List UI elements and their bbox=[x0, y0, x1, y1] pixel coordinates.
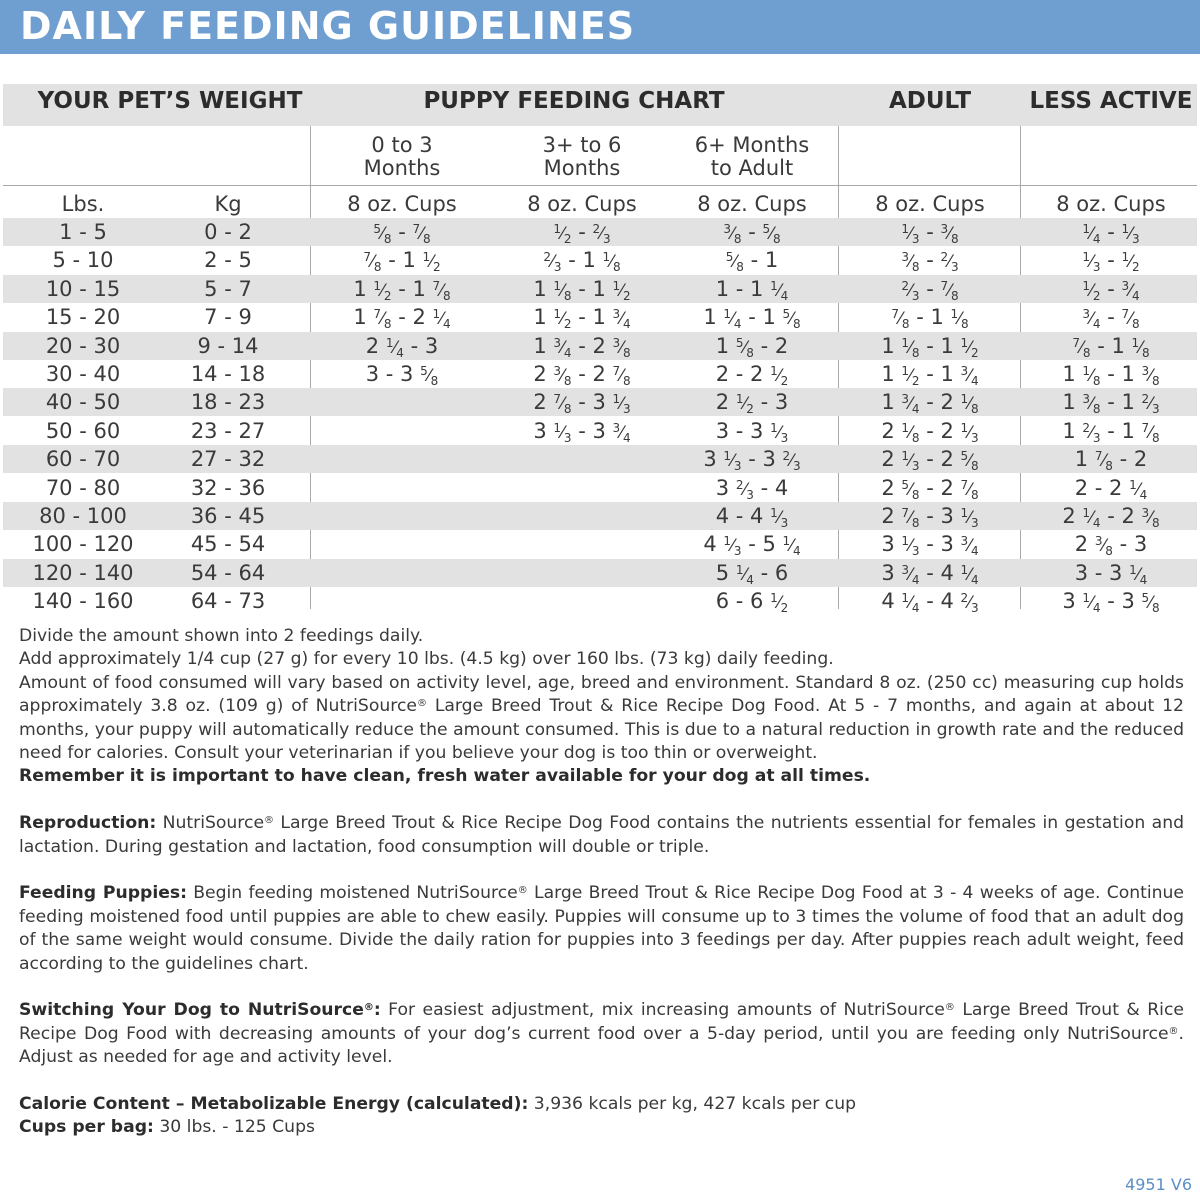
unit-cups: 8 oz. Cups bbox=[875, 192, 985, 216]
cell-puppy-3-6: 1 $^3⁄_4 - 2$ $^3⁄_8$ bbox=[533, 333, 631, 360]
cell-weight-kg: 7 - 9 bbox=[204, 305, 252, 330]
cell-weight-lbs: 100 - 120 bbox=[32, 532, 134, 557]
product-code: 4951 V6 bbox=[1125, 1175, 1192, 1194]
cell-adult: 1 $^1⁄_8 - 1$ $^1⁄_2$ bbox=[881, 333, 979, 360]
unit-cups: 8 oz. Cups bbox=[697, 192, 807, 216]
cell-less-active: $^1⁄_3$ - $^1⁄_2$ bbox=[1082, 248, 1140, 275]
cell-puppy-3-6: 2 $^7⁄_8 - 3$ $^1⁄_3$ bbox=[533, 390, 631, 417]
title-banner bbox=[0, 0, 1200, 54]
cell-adult: 2 $^1⁄_8 - 2$ $^1⁄_3$ bbox=[881, 418, 979, 445]
cell-weight-kg: 5 - 7 bbox=[204, 276, 252, 301]
cell-weight-kg: 45 - 54 bbox=[190, 532, 266, 557]
cell-weight-kg: 0 - 2 bbox=[204, 220, 252, 244]
cell-less-active: 1 $^1⁄_8 - 1$ $^3⁄_8$ bbox=[1062, 362, 1160, 388]
note-over-160: Add approximately 1/4 cup (27 g) for every 10 lbs. (4.5 kg) over 160 lbs. (73 kg) daily feeding. bbox=[19, 649, 834, 670]
cell-less-active: $^1⁄_4$ - $^1⁄_3$ bbox=[1082, 220, 1140, 246]
cell-adult: 1 $^3⁄_4 - 2$ $^1⁄_8$ bbox=[881, 390, 979, 417]
cell-less-active: 1 $^2⁄_3 - 1$ $^7⁄_8$ bbox=[1062, 418, 1160, 445]
cell-weight-lbs: 80 - 100 bbox=[39, 504, 127, 528]
cell-weight-kg: 32 - 36 bbox=[190, 475, 266, 500]
note-amount: Amount of food consumed will vary based on activity level, age, breed and environment. Standard 8 oz. (250 cc) measuring cup holds approximately 3.8 oz. (109 g) of NutriSource® Large Breed Trout & Rice Recipe Dog Food. At 5 - 7 months, and again at about 12 months, your puppy will automatically reduce the amount consumed. This is due to a natural reduction in growth rate and the reduced need for calories. Consult your veterinarian if you believe your dog is too thin or overweight. bbox=[19, 672, 1184, 764]
cell-puppy-0-3: 2 $^1⁄_4 - 3$ bbox=[365, 333, 439, 360]
cell-adult: $^3⁄_8$ - $^2⁄_3$ bbox=[901, 248, 959, 275]
cell-puppy-3-6: 1 $^1⁄_8 - 1$ $^1⁄_2$ bbox=[533, 276, 631, 303]
cell-adult: 1 $^1⁄_2 - 1$ $^3⁄_4$ bbox=[881, 362, 979, 388]
cell-adult: 3 $^1⁄_3 - 3$ $^3⁄_4$ bbox=[881, 532, 979, 559]
cell-weight-lbs: 15 - 20 bbox=[45, 305, 121, 330]
header-puppy: PUPPY FEEDING CHART bbox=[423, 88, 725, 114]
cell-weight-kg: 23 - 27 bbox=[190, 418, 266, 443]
cell-puppy-0-3: $^7⁄_8 - 1$ $^1⁄_2$ bbox=[363, 248, 441, 275]
cell-puppy-6-adult: 4 $^1⁄_3 - 5$ $^1⁄_4$ bbox=[703, 532, 801, 559]
cell-adult: 2 $^5⁄_8 - 2$ $^7⁄_8$ bbox=[881, 475, 979, 502]
page-title: DAILY FEEDING GUIDELINES bbox=[20, 4, 636, 48]
cell-adult: 3 $^3⁄_4 - 4$ $^1⁄_4$ bbox=[881, 560, 979, 587]
cell-less-active: 2 - 2 $^1⁄_4$ bbox=[1074, 475, 1148, 502]
header-rule bbox=[3, 185, 1197, 186]
notes bbox=[19, 625, 1184, 1140]
cell-weight-lbs: 20 - 30 bbox=[45, 333, 121, 358]
cell-weight-kg: 9 - 14 bbox=[197, 333, 259, 358]
note-reproduction: Reproduction: NutriSource® Large Breed Trout & Rice Recipe Dog Food contains the nutrients essential for females in gestation and lactation. During gestation and lactation, food consumption will double or triple. bbox=[19, 813, 1184, 857]
cell-weight-lbs: 70 - 80 bbox=[45, 475, 121, 500]
header-weight: YOUR PET’S WEIGHT bbox=[37, 88, 303, 114]
subheader-0-3-months: 0 to 3 Months bbox=[363, 133, 441, 180]
unit-cups: 8 oz. Cups bbox=[527, 192, 637, 216]
cell-puppy-6-adult: $^3⁄_8$ - $^5⁄_8$ bbox=[723, 220, 781, 246]
cell-less-active: 2 $^3⁄_8 - 3$ bbox=[1074, 532, 1148, 559]
cell-puppy-3-6: 2 $^3⁄_8 - 2$ $^7⁄_8$ bbox=[533, 362, 631, 388]
cell-weight-lbs: 40 - 50 bbox=[45, 390, 121, 415]
note-switching: Switching Your Dog to NutriSource®: For easiest adjustment, mix increasing amounts of NutriSource® Large Breed Trout & Rice Recipe Dog Food with decreasing amounts of your dog’s current food over a 5-day period, until you are feeding only NutriSource®. Adjust as needed for age and activity level. bbox=[19, 1000, 1184, 1068]
cell-less-active: 3 - 3 $^1⁄_4$ bbox=[1074, 560, 1148, 587]
cell-weight-kg: 2 - 5 bbox=[204, 248, 252, 273]
cell-weight-lbs: 10 - 15 bbox=[45, 276, 121, 301]
cell-less-active: $^3⁄_4$ - $^7⁄_8$ bbox=[1082, 305, 1140, 332]
note-calorie-content: Calorie Content – Metabolizable Energy (calculated): 3,936 kcals per kg, 427 kcals per cup bbox=[19, 1094, 857, 1115]
cell-puppy-0-3: 1 $^7⁄_8 - 2$ $^1⁄_4$ bbox=[353, 305, 451, 332]
cell-weight-kg: 14 - 18 bbox=[190, 362, 266, 386]
cell-puppy-6-adult: 4 - 4 $^1⁄_3$ bbox=[715, 504, 789, 530]
cell-puppy-6-adult: $^5⁄_8 - 1$ bbox=[725, 248, 779, 275]
divider-less-active bbox=[1020, 126, 1021, 609]
cell-weight-kg: 54 - 64 bbox=[190, 560, 266, 585]
cell-adult: $^7⁄_8 - 1$ $^1⁄_8$ bbox=[891, 305, 969, 332]
cell-less-active: 2 $^1⁄_4 - 2$ $^3⁄_8$ bbox=[1062, 504, 1160, 530]
unit-lbs: Lbs. bbox=[61, 192, 105, 216]
cell-puppy-6-adult: 1 - 1 $^1⁄_4$ bbox=[715, 276, 789, 303]
cell-less-active: 1 $^7⁄_8 - 2$ bbox=[1074, 447, 1148, 474]
cell-weight-kg: 27 - 32 bbox=[190, 447, 266, 472]
cell-puppy-3-6: 1 $^1⁄_2 - 1$ $^3⁄_4$ bbox=[533, 305, 631, 332]
cell-adult: $^1⁄_3$ - $^3⁄_8$ bbox=[901, 220, 959, 246]
cell-puppy-0-3: $^5⁄_8$ - $^7⁄_8$ bbox=[373, 220, 431, 246]
cell-adult: $^2⁄_3$ - $^7⁄_8$ bbox=[901, 276, 959, 303]
cell-puppy-3-6: $^1⁄_2$ - $^2⁄_3$ bbox=[553, 220, 611, 246]
cell-puppy-6-adult: 1 $^1⁄_4 - 1$ $^5⁄_8$ bbox=[703, 305, 801, 332]
cell-weight-lbs: 140 - 160 bbox=[32, 589, 134, 614]
cell-weight-lbs: 1 - 5 bbox=[59, 220, 107, 244]
cell-puppy-0-3: 1 $^1⁄_2 - 1$ $^7⁄_8$ bbox=[353, 276, 451, 303]
cell-less-active: $^7⁄_8 - 1$ $^1⁄_8$ bbox=[1072, 333, 1150, 360]
unit-kg: Kg bbox=[214, 192, 242, 216]
divider-puppy bbox=[310, 126, 311, 609]
cell-less-active: 1 $^3⁄_8 - 1$ $^2⁄_3$ bbox=[1062, 390, 1160, 417]
cell-weight-lbs: 5 - 10 bbox=[52, 248, 114, 273]
cell-puppy-0-3: 3 - 3 $^5⁄_8$ bbox=[365, 362, 439, 388]
cell-puppy-6-adult: 3 $^1⁄_3 - 3$ $^2⁄_3$ bbox=[703, 447, 801, 474]
cell-puppy-6-adult: 1 $^5⁄_8 - 2$ bbox=[715, 333, 789, 360]
cell-puppy-6-adult: 6 - 6 $^1⁄_2$ bbox=[715, 589, 789, 616]
cell-less-active: $^1⁄_2$ - $^3⁄_4$ bbox=[1082, 276, 1140, 303]
note-feedings: Divide the amount shown into 2 feedings daily. bbox=[19, 626, 424, 646]
cell-adult: 2 $^7⁄_8 - 3$ $^1⁄_3$ bbox=[881, 504, 979, 530]
note-water: Remember it is important to have clean, fresh water available for your dog at all times. bbox=[19, 766, 871, 787]
cell-puppy-6-adult: 3 $^2⁄_3 - 4$ bbox=[715, 475, 789, 502]
cell-puppy-3-6: $^2⁄_3 - 1$ $^1⁄_8$ bbox=[543, 248, 621, 275]
header-adult: ADULT bbox=[888, 88, 972, 114]
cell-weight-kg: 18 - 23 bbox=[190, 390, 266, 415]
unit-cups: 8 oz. Cups bbox=[347, 192, 457, 216]
cell-puppy-6-adult: 3 - 3 $^1⁄_3$ bbox=[715, 418, 789, 445]
cell-weight-kg: 64 - 73 bbox=[190, 589, 266, 614]
note-cups-per-bag: Cups per bag: 30 lbs. - 125 Cups bbox=[19, 1117, 315, 1138]
header-less-active: LESS ACTIVE bbox=[1029, 88, 1193, 114]
cell-weight-lbs: 50 - 60 bbox=[45, 418, 121, 443]
note-feeding-puppies: Feeding Puppies: Begin feeding moistened NutriSource® Large Breed Trout & Rice Recipe Dog Food at 3 - 4 weeks of age. Continue feeding moistened food until puppies are able to chew easily. Puppies will consume up to 3 times the volume of food that an adult dog of the same weight would consume. Divide the daily ration for puppies into 3 feedings per day. After puppies reach adult weight, feed according to the guidelines chart. bbox=[19, 883, 1184, 974]
cell-less-active: 3 $^1⁄_4 - 3$ $^5⁄_8$ bbox=[1062, 589, 1160, 616]
cell-weight-lbs: 60 - 70 bbox=[45, 447, 121, 472]
cell-weight-lbs: 30 - 40 bbox=[45, 362, 121, 386]
cell-puppy-6-adult: 2 $^1⁄_2 - 3$ bbox=[715, 390, 789, 417]
cell-puppy-6-adult: 5 $^1⁄_4 - 6$ bbox=[715, 560, 789, 587]
cell-weight-kg: 36 - 45 bbox=[190, 504, 266, 528]
cell-puppy-3-6: 3 $^1⁄_3 - 3$ $^3⁄_4$ bbox=[533, 418, 631, 445]
cell-adult: 4 $^1⁄_4 - 4$ $^2⁄_3$ bbox=[881, 589, 979, 616]
unit-cups: 8 oz. Cups bbox=[1056, 192, 1166, 216]
cell-adult: 2 $^1⁄_3 - 2$ $^5⁄_8$ bbox=[881, 447, 979, 474]
subheader-6-months-adult: 6+ Months to Adult bbox=[694, 133, 810, 180]
cell-puppy-6-adult: 2 - 2 $^1⁄_2$ bbox=[715, 362, 789, 388]
subheader-3-6-months: 3+ to 6 Months bbox=[542, 133, 622, 180]
cell-weight-lbs: 120 - 140 bbox=[32, 560, 134, 585]
